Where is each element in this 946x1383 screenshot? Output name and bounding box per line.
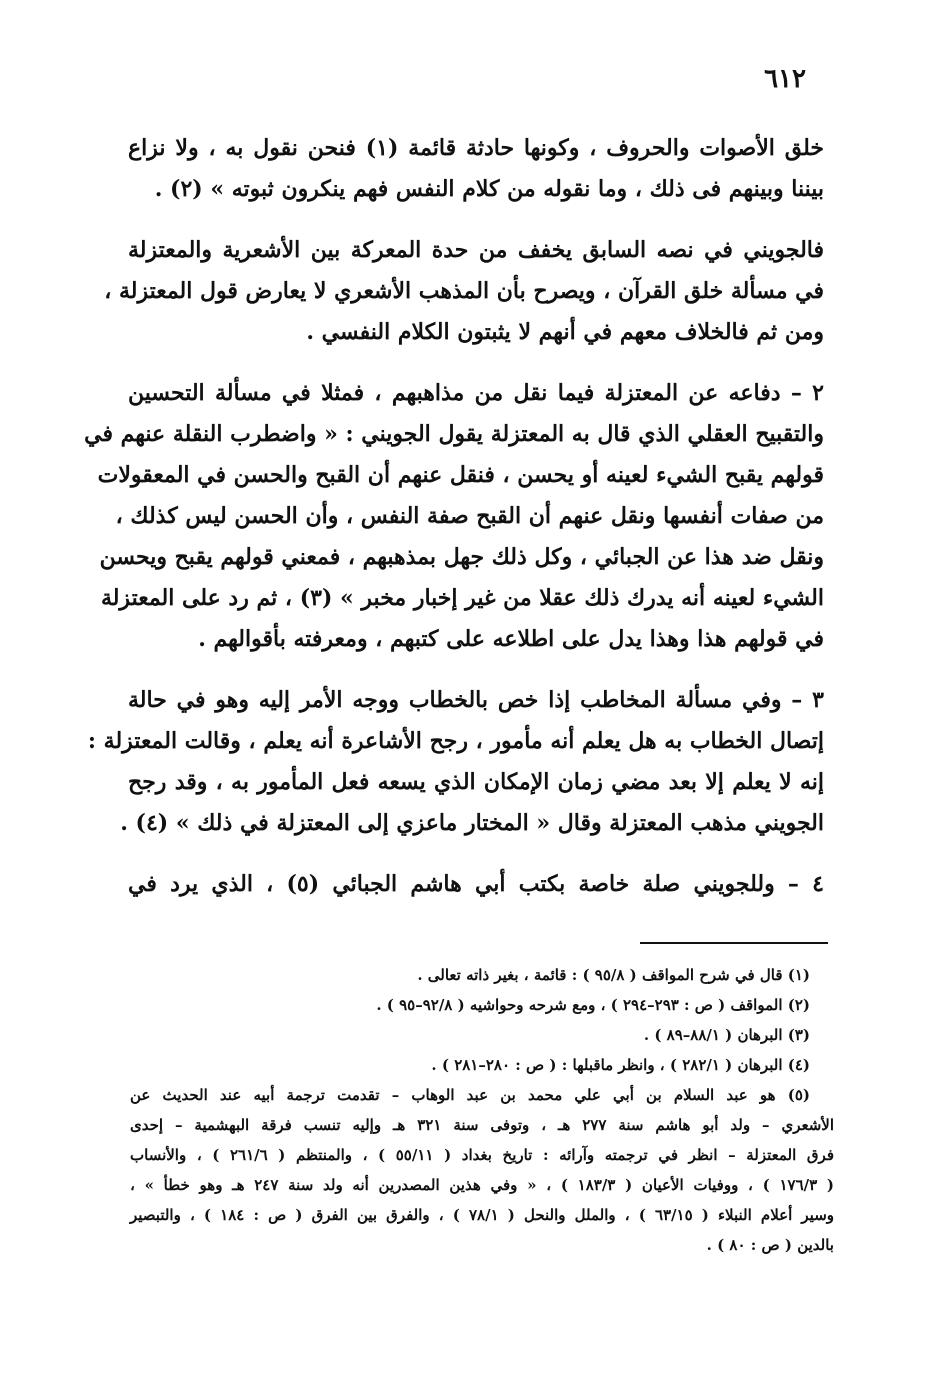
footnote-line: بالدين ( ص : ٨٠ ) .	[706, 1236, 834, 1254]
footnote-line: (٥) هو عبد السلام بن أبي علي محمد بن عبد الوهاب – تقدمت ترجمة أبيه عند الحديث عن	[130, 1086, 810, 1104]
body-line: في مسألة خلق القرآن ، ويصرح بأن المذهب الأشعري لا يعارض قول المعتزلة ،	[104, 278, 824, 304]
body-line: والتقبيح العقلي الذي قال به المعتزلة يقول الجويني : « واضطرب النقلة عنهم في	[84, 421, 824, 447]
footnote-line: (٤) البرهان ( ٢٨٢/١ ) ، وانظر ماقبلها : ( ص : ٢٨٠–٢٨١ ) .	[431, 1056, 810, 1074]
body-line: إنه لا يعلم إلا بعد مضي زمان الإمكان الذي يسعه فعل المأمور به ، وقد رجح	[128, 769, 824, 795]
body-line: إتصال الخطاب به هل يعلم أنه مأمور ، رجح الأشاعرة أنه يعلم ، وقالت المعتزلة :	[87, 728, 824, 754]
footnote-line: (٣) البرهان ( ٨٨/١–٨٩ ) .	[643, 1026, 810, 1044]
paragraph-gap	[128, 210, 824, 230]
body-line: خلق الأصوات والحروف ، وكونها حادثة قائمة (١) فنحن نقول به ، ولا نزاع	[128, 135, 824, 161]
footnotes	[130, 960, 834, 1260]
footnote-line: (١) قال في شرح المواقف ( ٩٥/٨ ) : قائمة ، بغير ذاته تعالى .	[417, 966, 810, 984]
body-line: ٤ – وللجويني صلة خاصة بكتب أبي هاشم الجبائي (٥) ، الذي يرد في	[128, 871, 824, 897]
body-line: الجويني مذهب المعتزلة وقال « المختار ماعزي إلى المعتزلة في ذلك » (٤) .	[120, 810, 824, 836]
footnote-divider	[640, 942, 828, 944]
body-line: ٣ – وفي مسألة المخاطب إذا خص بالخطاب ووجه الأمر إليه وهو في حالة	[128, 687, 824, 713]
page-number: ٦١٢	[764, 64, 806, 94]
paragraph-gap	[128, 844, 824, 864]
footnote-line: ( ١٧٦/٣ ) ، ووفيات الأعيان ( ١٨٣/٣ ) ، « وفي هذين المصدرين أنه ولد سنة ٢٤٧ هـ وهو خطأ » ،	[130, 1176, 834, 1194]
footnote-line: فرق المعتزلة – انظر في ترجمته وآرائه : تاريخ بغداد ( ٥٥/١١ ) ، والمنتظم ( ٢٦١/٦ ) ، والأنساب	[130, 1146, 834, 1164]
body-line: بيننا وبينهم فى ذلك ، وما نقوله من كلام النفس فهم ينكرون ثبوته » (٢) .	[154, 176, 824, 202]
paragraph-gap	[128, 660, 824, 680]
footnote-line: الأشعري – ولد أبو هاشم سنة ٢٧٧ هـ ، وتوفى سنة ٣٢١ هـ وإليه تنسب فرقة البهشمية – إحدى	[130, 1116, 835, 1134]
body-line: قولهم يقبح الشيء لعينه أو يحسن ، فنقل عنهم أن القبح والحسن في المعقولات	[97, 462, 824, 488]
body-line: ٢ – دفاعه عن المعتزلة فيما نقل من مذاهبهم ، فمثلا في مسألة التحسين	[128, 380, 824, 406]
body-line: من صفات أنفسها ونقل عنهم أن القبح صفة النفس ، وأن الحسن ليس كذلك ،	[115, 503, 824, 529]
body-line: فالجويني في نصه السابق يخفف من حدة المعركة بين الأشعرية والمعتزلة	[128, 237, 824, 263]
footnote-line: وسير أعلام النبلاء ( ٦٣/١٥ ) ، والملل والنحل ( ٧٨/١ ) ، والفرق بين الفرق ( ص : ١٨٤ ) ، والتبصير	[130, 1206, 835, 1224]
body-line: ومن ثم فالخلاف معهم في أنهم لا يثبتون الكلام النفسي .	[306, 319, 824, 345]
body-line: ونقل ضد هذا عن الجبائي ، وكل ذلك جهل بمذهبهم ، فمعني قولهم يقبح ويحسن	[99, 544, 824, 570]
body-line: في قولهم هذا وهذا يدل على اطلاعه على كتبهم ، ومعرفته بأقوالهم .	[198, 626, 824, 652]
paragraph-gap	[128, 353, 824, 373]
body-text	[84, 128, 824, 905]
footnote-line: (٢) المواقف ( ص : ٢٩٣–٢٩٤ ) ، ومع شرحه وحواشيه ( ٩٢/٨–٩٥ ) .	[376, 996, 810, 1014]
body-line: الشيء لعينه أنه يدرك ذلك عقلا من غير إخبار مخبر » (٣) ، ثم رد على المعتزلة	[100, 585, 824, 611]
